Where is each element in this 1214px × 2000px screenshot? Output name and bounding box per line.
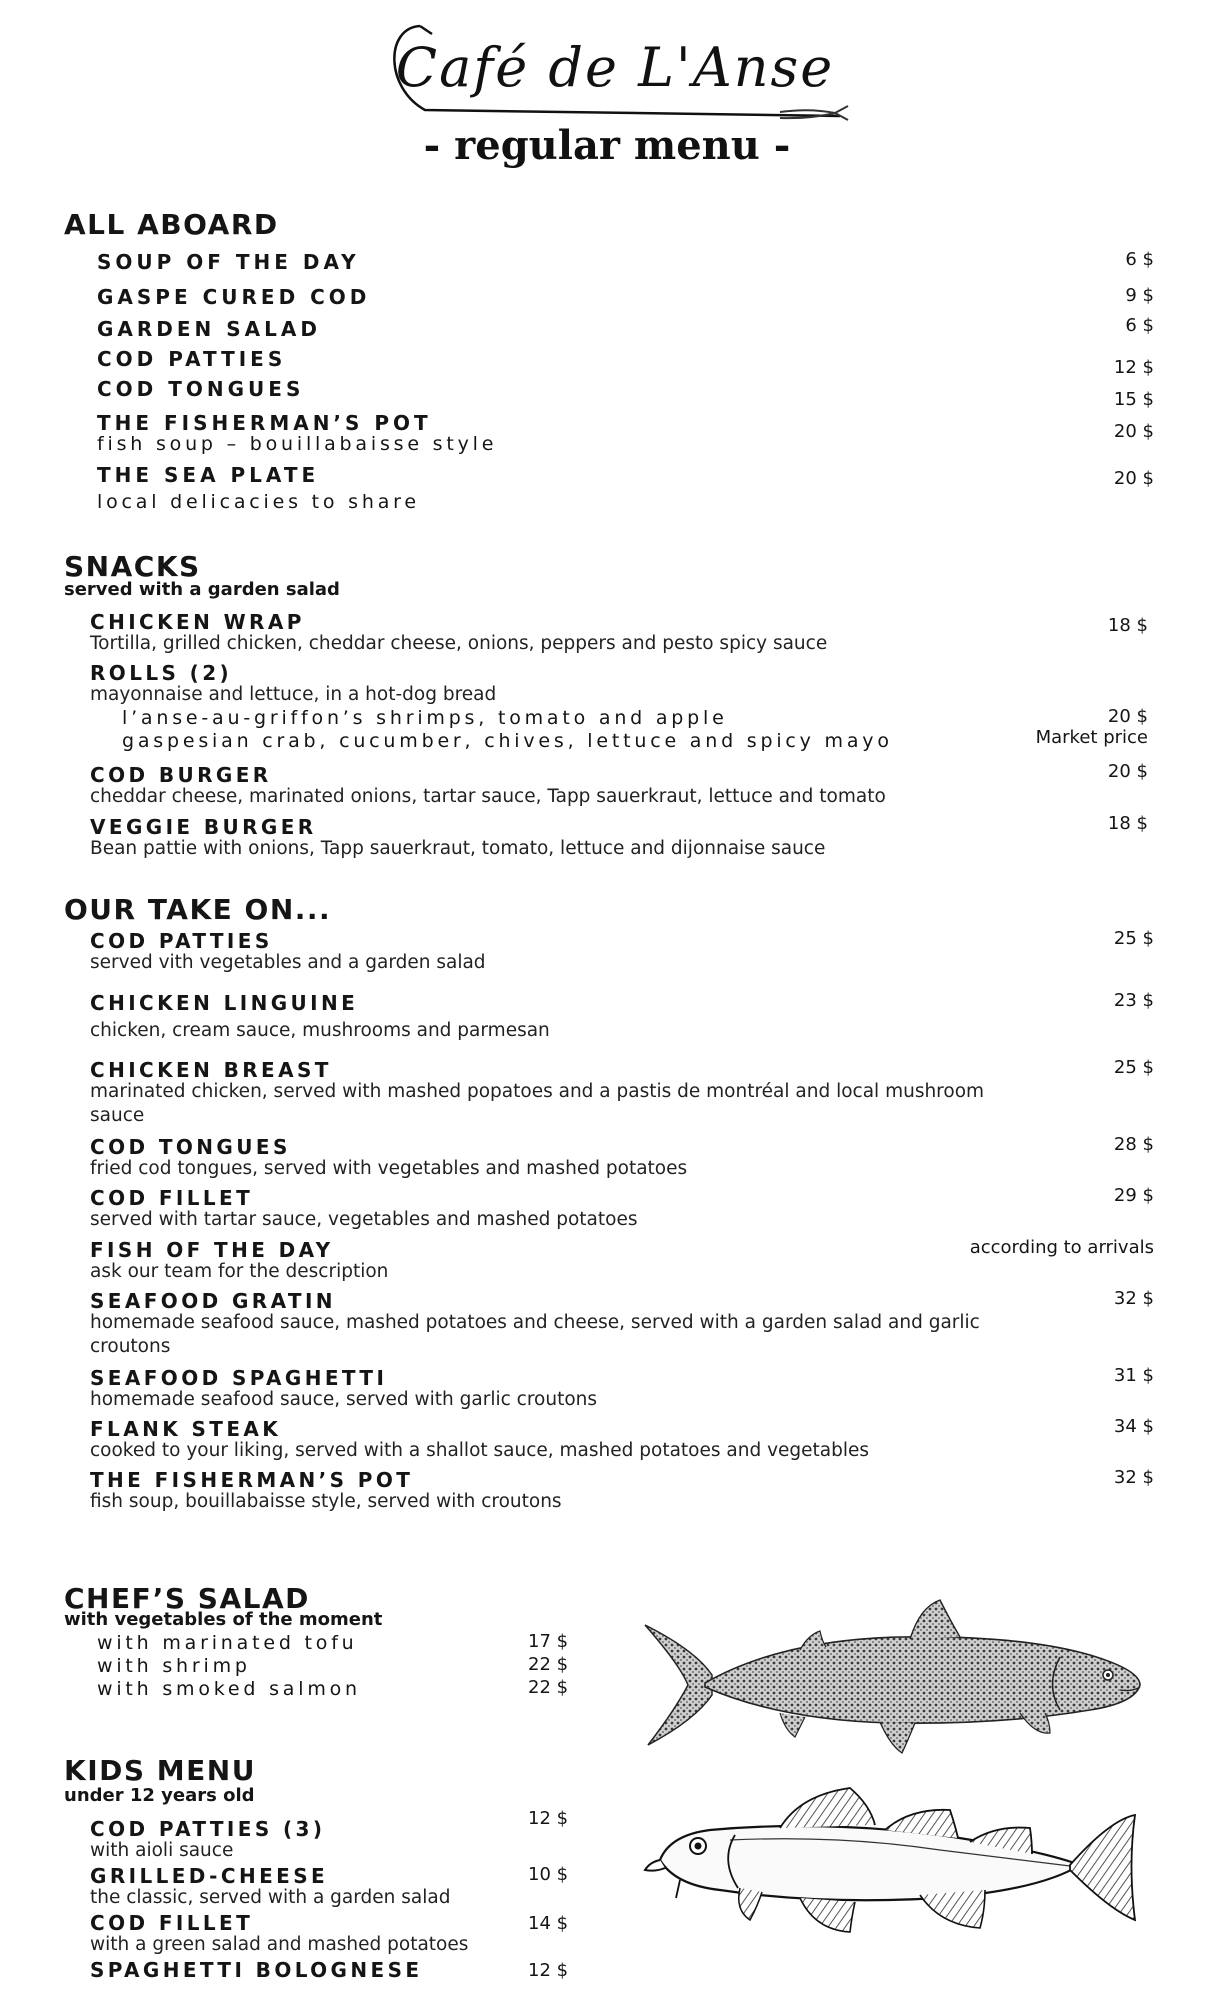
item-name: GASPE CURED COD (97, 285, 371, 309)
item-name: THE FISHERMAN’S POT (90, 1468, 414, 1492)
item-description: Tortilla, grilled chicken, cheddar cheese, onions, peppers and pesto spicy sauce (90, 633, 828, 654)
item-name: COD TONGUES (90, 1135, 291, 1159)
item-name: FLANK STEAK (90, 1417, 282, 1441)
item-price: 29 $ (1113, 1185, 1154, 1206)
item-description: with aioli sauce (90, 1840, 234, 1861)
item-description: cheddar cheese, marinated onions, tartar sauce, Tapp sauerkraut, lettuce and tomato (90, 786, 886, 807)
menu-subtitle: - regular menu - (423, 122, 791, 169)
logo-text: Café de L'Anse (395, 36, 835, 99)
section-subtitle: served with a garden salad (64, 579, 340, 600)
item-name: GARDEN SALAD (97, 317, 321, 341)
item-description: served vith vegetables and a garden salad (90, 952, 486, 973)
item-name: COD PATTIES (90, 929, 273, 953)
item-name: ROLLS (2) (90, 661, 233, 685)
item-description: mayonnaise and lettuce, in a hot-dog bread (90, 684, 497, 705)
item-name: COD PATTIES (3) (90, 1817, 326, 1841)
item-variant: gaspesian crab, cucumber, chives, lettuce and spicy mayo (122, 730, 893, 752)
item-price: 9 $ (1125, 285, 1154, 306)
item-description: marinated chicken, served with mashed popatoes and a pastis de montréal and local mushroom (90, 1081, 985, 1102)
item-price: 32 $ (1113, 1288, 1154, 1309)
item-name: COD FILLET (90, 1911, 254, 1935)
cafe-logo (380, 18, 850, 128)
item-price: 31 $ (1113, 1365, 1154, 1386)
item-variant: with marinated tofu (97, 1632, 358, 1654)
item-price: 12 $ (528, 1808, 569, 1829)
item-description-cont: croutons (90, 1336, 171, 1357)
section-title-snacks: SNACKS (64, 550, 201, 583)
item-name: THE FISHERMAN’S POT (97, 411, 432, 435)
item-price: 32 $ (1113, 1467, 1154, 1488)
item-price: 12 $ (528, 1960, 569, 1981)
section-title-kids-menu: KIDS MENU (64, 1754, 256, 1787)
item-description: with a green salad and mashed potatoes (90, 1934, 469, 1955)
item-name: COD PATTIES (97, 347, 287, 371)
item-name: VEGGIE BURGER (90, 815, 317, 839)
section-title-all-aboard: ALL ABOARD (64, 208, 279, 241)
item-price: 18 $ (1107, 813, 1148, 834)
item-name: FISH OF THE DAY (90, 1238, 334, 1262)
item-name: COD BURGER (90, 763, 272, 787)
item-description: the classic, served with a garden salad (90, 1887, 451, 1908)
item-price: 22 $ (528, 1654, 569, 1675)
item-price: 17 $ (528, 1631, 569, 1652)
item-description-cont: sauce (90, 1105, 145, 1126)
item-name: SPAGHETTI BOLOGNESE (90, 1958, 423, 1982)
item-name: SEAFOOD SPAGHETTI (90, 1366, 388, 1390)
item-price: 20 $ (1113, 468, 1154, 489)
item-description: chicken, cream sauce, mushrooms and parmesan (90, 1020, 550, 1041)
item-price: 34 $ (1113, 1416, 1154, 1437)
item-description: local delicacies to share (97, 491, 420, 513)
item-description: Bean pattie with onions, Tapp sauerkraut, tomato, lettuce and dijonnaise sauce (90, 838, 826, 859)
item-price: 20 $ (1107, 706, 1148, 727)
item-price: 18 $ (1107, 615, 1148, 636)
item-name: GRILLED-CHEESE (90, 1864, 329, 1888)
item-name: THE SEA PLATE (97, 463, 320, 487)
salmon-illustration-icon (640, 1595, 1145, 1765)
item-name: COD TONGUES (97, 377, 305, 401)
item-description: homemade seafood sauce, mashed potatoes and cheese, served with a garden salad and garlic (90, 1312, 980, 1333)
item-name: CHICKEN BREAST (90, 1058, 332, 1082)
item-description: fish soup, bouillabaisse style, served with croutons (90, 1491, 562, 1512)
item-name: SEAFOOD GRATIN (90, 1289, 336, 1313)
item-price: 15 $ (1113, 389, 1154, 410)
item-price: 25 $ (1113, 1057, 1154, 1078)
item-name: SOUP OF THE DAY (97, 250, 360, 274)
item-price: 20 $ (1113, 421, 1154, 442)
item-description: homemade seafood sauce, served with garlic croutons (90, 1389, 598, 1410)
item-price: 12 $ (1113, 357, 1154, 378)
item-description: ask our team for the description (90, 1261, 389, 1282)
section-title-chefs-salad: CHEF’S SALAD (64, 1582, 310, 1615)
item-price: 20 $ (1107, 761, 1148, 782)
item-name: CHICKEN LINGUINE (90, 991, 359, 1015)
item-price: Market price (1035, 727, 1148, 748)
item-price: 25 $ (1113, 928, 1154, 949)
item-description: served with tartar sauce, vegetables and mashed potatoes (90, 1209, 638, 1230)
item-variant: with smoked salmon (97, 1678, 361, 1700)
item-name: COD FILLET (90, 1186, 254, 1210)
item-price: 23 $ (1113, 990, 1154, 1011)
item-price: according to arrivals (969, 1237, 1154, 1258)
item-price: 6 $ (1125, 315, 1154, 336)
item-price: 6 $ (1125, 249, 1154, 270)
cod-illustration-icon (640, 1780, 1145, 1950)
section-title-our-take-on: OUR TAKE ON... (64, 893, 332, 926)
item-description: fish soup – bouillabaisse style (97, 433, 498, 455)
item-description: fried cod tongues, served with vegetables and mashed potatoes (90, 1158, 688, 1179)
section-subtitle: under 12 years old (64, 1785, 255, 1806)
item-price: 14 $ (528, 1913, 569, 1934)
item-name: CHICKEN WRAP (90, 610, 305, 634)
section-subtitle: with vegetables of the moment (64, 1609, 383, 1630)
item-description: cooked to your liking, served with a shallot sauce, mashed potatoes and vegetables (90, 1440, 870, 1461)
item-price: 10 $ (528, 1864, 569, 1885)
item-price: 28 $ (1113, 1134, 1154, 1155)
item-price: 22 $ (528, 1677, 569, 1698)
item-variant: with shrimp (97, 1655, 251, 1677)
item-variant: l’anse-au-griffon’s shrimps, tomato and apple (122, 707, 728, 729)
